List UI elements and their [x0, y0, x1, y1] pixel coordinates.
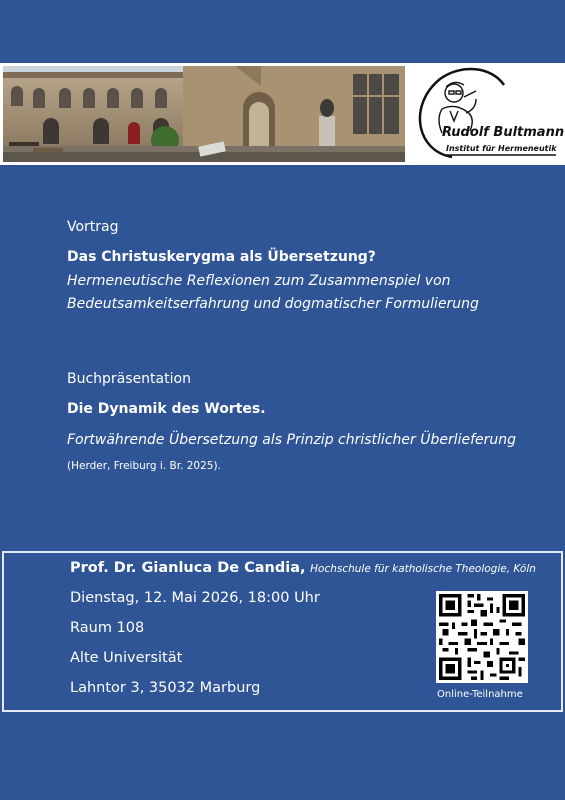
event-address: Lahntor 3, 35032 Marburg [70, 680, 261, 696]
lecture-subtitle-line-2: Bedeutsamkeitserfahrung und dogmatischer Formulierung [67, 296, 479, 312]
institute-logo [406, 65, 564, 163]
lecture-title: Das Christuskerygma als Übersetzung? [67, 249, 376, 265]
courtyard-photo [3, 66, 405, 162]
logo-subtitle: Institut für Hermeneutik [446, 144, 557, 153]
lecture-subtitle-line-1: Hermeneutische Reflexionen zum Zusammenspiel von [67, 273, 451, 289]
logo-name: Rudolf Bultmann [442, 125, 565, 140]
speaker-line [70, 560, 536, 576]
lecture-label: Vortrag [67, 219, 119, 235]
book-title: Die Dynamik des Wortes. [67, 401, 266, 417]
speaker-name: Prof. Dr. Gianluca De Candia, [70, 560, 306, 576]
book-subtitle: Fortwährende Übersetzung als Prinzip christlicher Überlieferung [67, 432, 517, 448]
qr-code[interactable] [436, 591, 528, 683]
event-info-box [2, 551, 563, 712]
event-date: Dienstag, 12. Mai 2026, 18:00 Uhr [70, 590, 320, 606]
event-room: Raum 108 [70, 620, 145, 636]
book-label: Buchpräsentation [67, 371, 191, 387]
event-building: Alte Universität [70, 650, 183, 666]
header-banner [0, 63, 565, 165]
qr-caption: Online-Teilnahme [437, 689, 523, 700]
speaker-affiliation: Hochschule für katholische Theologie, Köln [310, 563, 536, 575]
book-publisher: (Herder, Freiburg i. Br. 2025). [67, 460, 221, 472]
